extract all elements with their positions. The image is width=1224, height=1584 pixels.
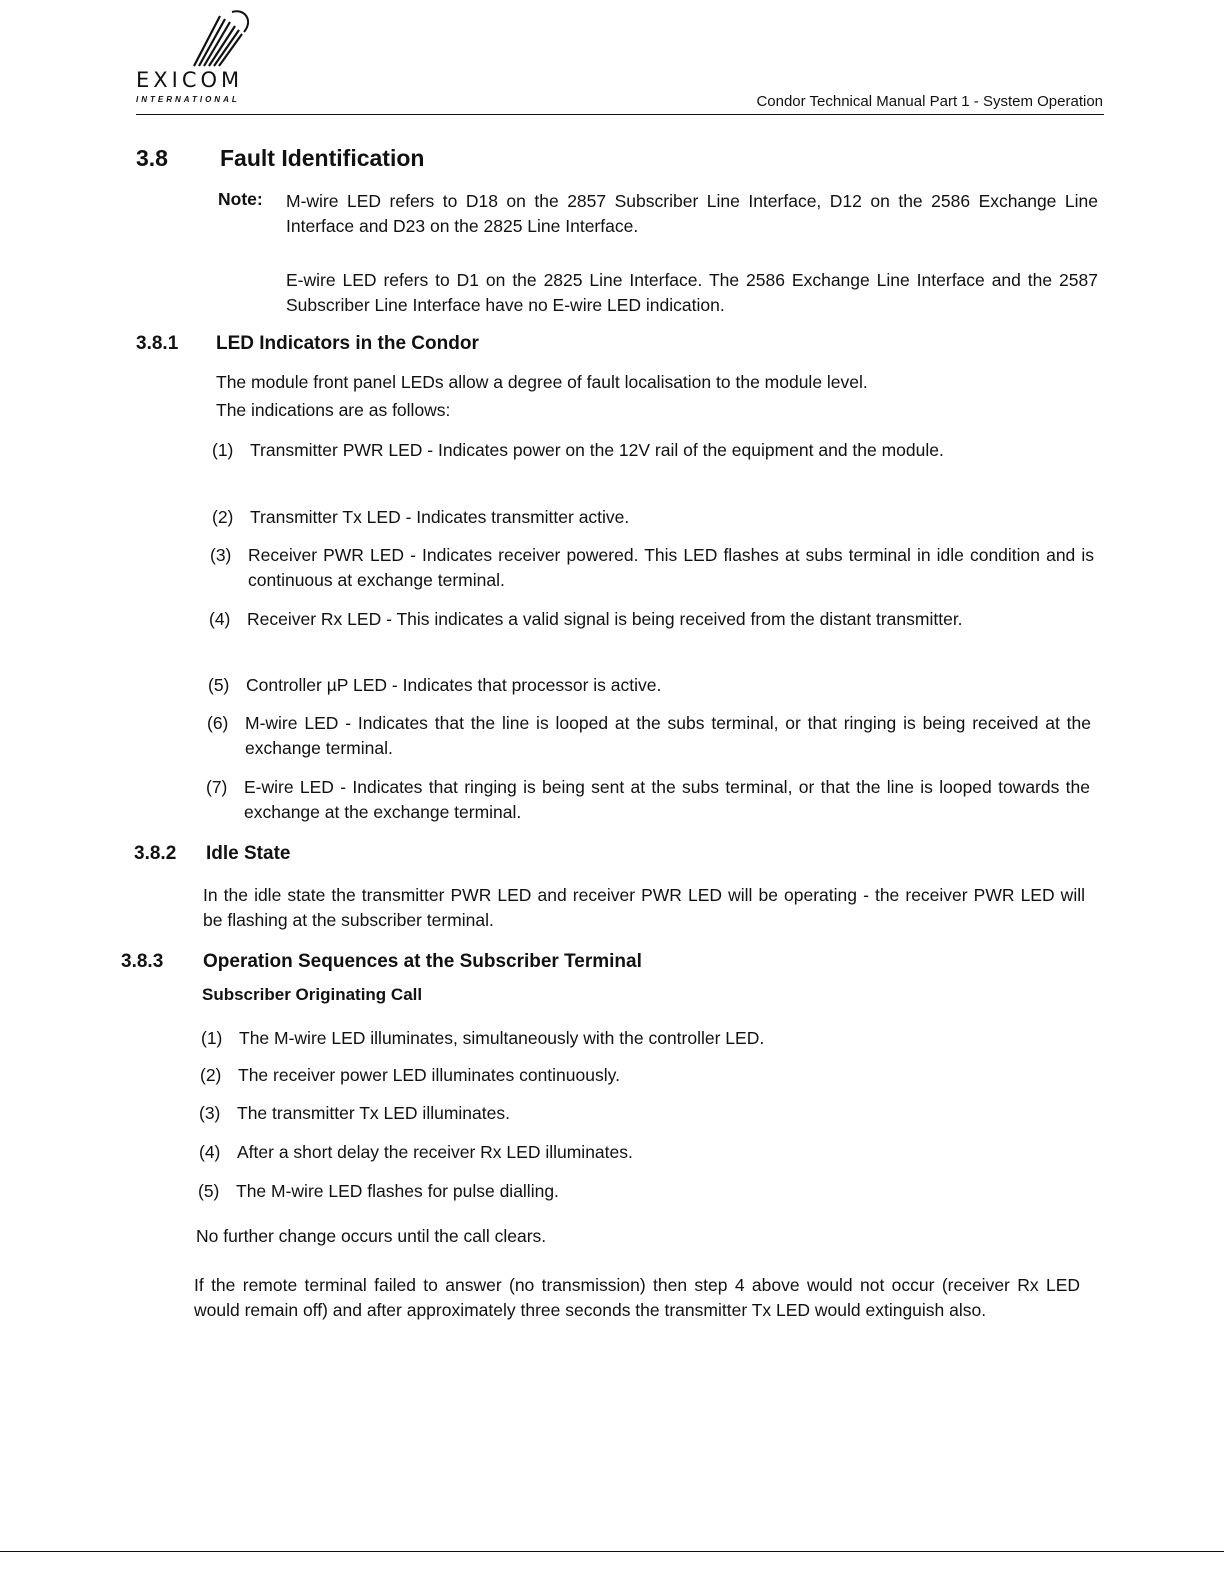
list-item-number: (3) <box>199 1103 221 1123</box>
list-item-number: (1) <box>201 1028 223 1048</box>
list-item <box>201 1026 1101 1051</box>
list-item-text: The receiver power LED illuminates continuously. <box>238 1065 620 1085</box>
list-item <box>210 543 1094 593</box>
subsection-title: Idle State <box>206 843 291 864</box>
section-number: 3.8 <box>136 145 168 171</box>
subsection-title: Operation Sequences at the Subscriber Terminal <box>203 951 642 972</box>
list-item-text: The M-wire LED flashes for pulse dialling. <box>236 1181 559 1201</box>
list-item-number: (3) <box>210 545 232 565</box>
list-item-number: (5) <box>208 675 230 695</box>
paragraph: No further change occurs until the call clears. <box>196 1226 547 1246</box>
list-item-text: E-wire LED - Indicates that ringing is being sent at the subs terminal, or that the line is looped towards the exchange at the exchange terminal. <box>244 777 1090 822</box>
note-paragraph: M-wire LED refers to D18 on the 2857 Subscriber Line Interface, D12 on the 2586 Exchange Line Interface and D23 on the 2825 Line Interface. <box>286 191 1098 236</box>
list-item <box>198 1179 1098 1204</box>
list-item-text: Transmitter PWR LED - Indicates power on the 12V rail of the equipment and the module. <box>250 440 944 460</box>
subsection-number: 3.8.3 <box>121 951 164 972</box>
list-item-text: Controller µP LED - Indicates that processor is active. <box>246 675 662 695</box>
note-label: Note: <box>218 189 263 209</box>
list-item-text: Transmitter Tx LED - Indicates transmitter active. <box>250 507 630 527</box>
note-paragraph: E-wire LED refers to D1 on the 2825 Line Interface. The 2586 Exchange Line Interface and the 2587 Subscriber Line Interface have no E-wire LED indication. <box>286 270 1098 315</box>
list-item <box>206 775 1090 825</box>
list-item <box>208 673 1092 698</box>
document-title: Condor Technical Manual Part 1 - System Operation <box>756 93 1103 110</box>
subsection-title: LED Indicators in the Condor <box>216 333 479 354</box>
list-item <box>199 1140 1099 1165</box>
logo-mark-icon <box>180 6 256 70</box>
paragraph: The module front panel LEDs allow a degree of fault localisation to the module level. <box>216 372 868 392</box>
logo-subtitle: INTERNATIONAL <box>136 95 240 104</box>
list-item <box>207 711 1091 761</box>
list-item <box>200 1063 1100 1088</box>
list-item-number: (7) <box>206 777 228 797</box>
list-item-text: After a short delay the receiver Rx LED illuminates. <box>237 1142 633 1162</box>
list-item-number: (5) <box>198 1181 220 1201</box>
list-item-number: (4) <box>209 609 231 629</box>
paragraph: If the remote terminal failed to answer (no transmission) then step 4 above would not occur (receiver Rx LED would remain off) and after approximately three seconds the transmitter Tx LED would extinguish also. <box>194 1275 1080 1320</box>
list-item-text: M-wire LED - Indicates that the line is looped at the subs terminal, or that ringing is being received at the exchange terminal. <box>245 713 1091 758</box>
list-item-text: Receiver PWR LED - Indicates receiver powered. This LED flashes at subs terminal in idle condition and is continuous at exchange terminal. <box>248 545 1094 590</box>
subsection-number: 3.8.1 <box>136 333 179 354</box>
list-item-number: (2) <box>212 507 234 527</box>
list-item-text: The transmitter Tx LED illuminates. <box>237 1103 510 1123</box>
section-title: Fault Identification <box>220 145 425 171</box>
list-item-text: Receiver Rx LED - This indicates a valid signal is being received from the distant transmitter. <box>247 609 963 629</box>
list-item-text: The M-wire LED illuminates, simultaneously with the controller LED. <box>239 1028 765 1048</box>
logo-name: EXICOM <box>136 68 244 92</box>
header-divider <box>136 114 1104 115</box>
subheading: Subscriber Originating Call <box>202 985 423 1004</box>
company-logo <box>136 6 296 102</box>
list-item-number: (6) <box>207 713 229 733</box>
paragraph: The indications are as follows: <box>216 400 451 420</box>
list-item-number: (1) <box>212 440 234 460</box>
footer-divider <box>0 1551 1224 1552</box>
list-item-number: (4) <box>199 1142 221 1162</box>
list-item-number: (2) <box>200 1065 222 1085</box>
list-item <box>209 607 1093 632</box>
list-item <box>212 505 1094 530</box>
list-item <box>199 1101 1099 1126</box>
list-item <box>212 438 1094 463</box>
paragraph: In the idle state the transmitter PWR LED and receiver PWR LED will be operating - the receiver PWR LED will be flashing at the subscriber terminal. <box>203 885 1085 930</box>
subsection-number: 3.8.2 <box>134 843 177 864</box>
